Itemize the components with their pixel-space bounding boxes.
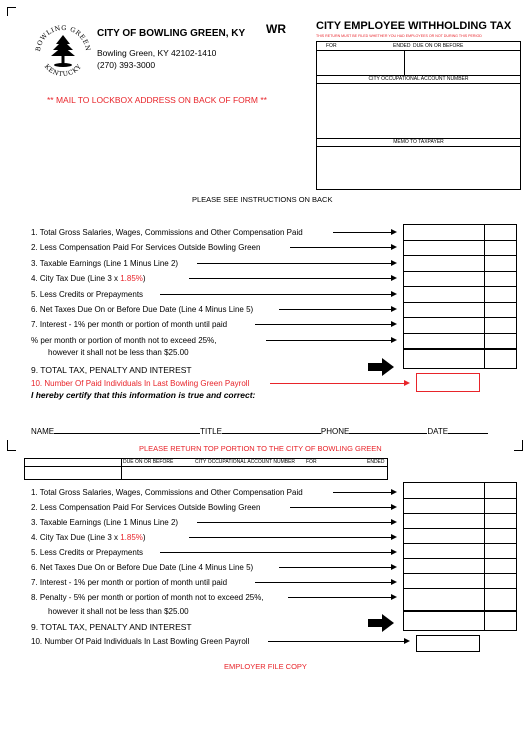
arrow-line-1 bbox=[333, 232, 395, 233]
copy-arrow-line-7 bbox=[255, 582, 395, 583]
for-label: FOR bbox=[326, 43, 337, 49]
line-4-label: 4. City Tax Due (Line 3 x 1.85%) bbox=[31, 274, 146, 283]
copy-arrow-line-8 bbox=[288, 597, 395, 598]
arrow-line-7 bbox=[255, 324, 395, 325]
arrow-line-2 bbox=[290, 247, 395, 248]
arrow-line-6 bbox=[279, 309, 395, 310]
return-top-portion-note: PLEASE RETURN TOP PORTION TO THE CITY OF BOWLING GREEN bbox=[139, 444, 382, 453]
instructions-note: PLEASE SEE INSTRUCTIONS ON BACK bbox=[192, 195, 333, 204]
copy-line-4-label: 4. City Tax Due (Line 3 x 1.85%) bbox=[31, 533, 146, 542]
copy-arrow-line-10 bbox=[268, 641, 408, 642]
copy-line-10-label: 10. Number Of Paid Individuals In Last Bowling Green Payroll bbox=[31, 637, 250, 646]
copy-tax-rate: 1.85% bbox=[120, 533, 143, 542]
arrow-line-3 bbox=[197, 263, 395, 264]
city-address: Bowling Green, KY 42102-1410 bbox=[97, 48, 217, 58]
line-6-label: 6. Net Taxes Due On or Before Due Date (Line 4 Minus Line 5) bbox=[31, 305, 254, 314]
arrow-line-5 bbox=[160, 294, 395, 295]
copy-line-7-label: 7. Interest - 1% per month or portion of month until paid bbox=[31, 578, 228, 587]
arrow-line-10 bbox=[270, 383, 408, 384]
copy-line-8-label: 8. Penalty - 5% per month or portion of month not to exceed 25%, bbox=[31, 593, 264, 602]
copy-arrow-line-4 bbox=[189, 537, 395, 538]
copy-arrow-line-3 bbox=[197, 522, 395, 523]
date-label: DATE bbox=[427, 427, 449, 436]
memo-label: MEMO TO TAXPAYER bbox=[317, 138, 520, 147]
line-8-label: % per month or portion of month not to exceed 25%, bbox=[31, 336, 217, 345]
period-info-table bbox=[316, 41, 521, 190]
copy-arrow-line-5 bbox=[160, 552, 395, 553]
due-label: DUE ON OR BEFORE bbox=[413, 43, 464, 49]
copy-line-2-label: 2. Less Compensation Paid For Services Outside Bowling Green bbox=[31, 503, 261, 512]
certification-statement: I hereby certify that this information is true and correct: bbox=[31, 390, 256, 400]
bottom-account-label: CITY OCCUPATIONAL ACCOUNT NUMBER bbox=[195, 459, 296, 465]
memo-field[interactable] bbox=[317, 147, 520, 189]
date-field[interactable] bbox=[448, 425, 488, 434]
line-1-label: 1. Total Gross Salaries, Wages, Commissions and Other Compensation Paid bbox=[31, 228, 303, 237]
ended-label: ENDED bbox=[393, 43, 411, 49]
amount-grid-top bbox=[403, 224, 517, 369]
copy-arrow-line-6 bbox=[279, 567, 395, 568]
employer-file-copy-label: EMPLOYER FILE COPY bbox=[224, 662, 307, 671]
title-label: TITLE bbox=[200, 427, 222, 436]
copy-arrow-line-2 bbox=[290, 507, 395, 508]
phone-field[interactable] bbox=[349, 425, 427, 434]
city-phone: (270) 393-3000 bbox=[97, 60, 156, 70]
line-10-label: 10. Number Of Paid Individuals In Last Bowling Green Payroll bbox=[31, 379, 250, 388]
name-field[interactable] bbox=[54, 425, 200, 434]
svg-text:BOWLING GREEN: BOWLING GREEN bbox=[33, 23, 93, 52]
line-5-label: 5. Less Credits or Prepayments bbox=[31, 290, 144, 299]
line-3-label: 3. Taxable Earnings (Line 1 Minus Line 2) bbox=[31, 259, 179, 268]
city-name: CITY OF BOWLING GREEN, KY bbox=[97, 28, 246, 39]
for-field[interactable] bbox=[317, 50, 405, 75]
copy-line-3-label: 3. Taxable Earnings (Line 1 Minus Line 2) bbox=[31, 518, 179, 527]
bottom-for-label: FOR bbox=[306, 459, 317, 465]
arrow-line-4 bbox=[189, 278, 395, 279]
name-label: NAME bbox=[31, 427, 55, 436]
amount-grid-bottom bbox=[403, 482, 517, 631]
phone-label: PHONE bbox=[320, 427, 350, 436]
form-title: CITY EMPLOYEE WITHHOLDING TAX bbox=[316, 20, 512, 32]
account-number-label: CITY OCCUPATIONAL ACCOUNT NUMBER bbox=[317, 75, 520, 84]
title-field[interactable] bbox=[222, 425, 321, 434]
line-9-label: 9. TOTAL TAX, PENALTY AND INTEREST bbox=[31, 365, 192, 375]
employer-copy-period-table bbox=[24, 458, 388, 480]
city-seal-logo bbox=[32, 22, 94, 84]
copy-line-9-label: 9. TOTAL TAX, PENALTY AND INTEREST bbox=[31, 622, 192, 632]
copy-total-arrow-icon bbox=[368, 614, 394, 632]
svg-text:KENTUCKY: KENTUCKY bbox=[42, 62, 84, 79]
employee-count-field[interactable] bbox=[416, 373, 480, 392]
line-7-label: 7. Interest - 1% per month or portion of month until paid bbox=[31, 320, 228, 329]
copy-arrow-line-1 bbox=[333, 492, 395, 493]
signature-line bbox=[31, 425, 488, 436]
bottom-ended-label: ENDED bbox=[367, 459, 385, 465]
copy-line-8-continuation: however it shall not be less than $25.00 bbox=[48, 607, 189, 616]
crop-mark-top-left bbox=[7, 7, 16, 16]
cut-mark-left bbox=[7, 440, 16, 451]
copy-line-1-label: 1. Total Gross Salaries, Wages, Commissions and Other Compensation Paid bbox=[31, 488, 303, 497]
form-subtitle: THIS RETURN MUST BE FILED WHETHER YOU HAD EMPLOYEES OR NOT DURING THIS PERIOD bbox=[316, 34, 482, 38]
copy-employee-count-field[interactable] bbox=[416, 635, 480, 652]
bottom-due-label: DUE ON OR BEFORE bbox=[123, 459, 174, 465]
copy-line-6-label: 6. Net Taxes Due On or Before Due Date (Line 4 Minus Line 5) bbox=[31, 563, 254, 572]
form-code: WR bbox=[266, 22, 286, 36]
line-2-label: 2. Less Compensation Paid For Services Outside Bowling Green bbox=[31, 243, 261, 252]
arrow-line-8 bbox=[266, 340, 395, 341]
cut-mark-right bbox=[514, 440, 523, 451]
total-arrow-icon bbox=[368, 358, 394, 376]
mail-lockbox-note: ** MAIL TO LOCKBOX ADDRESS ON BACK OF FORM ** bbox=[47, 95, 267, 105]
due-date-field[interactable] bbox=[405, 50, 520, 75]
account-number-field[interactable] bbox=[317, 84, 520, 138]
copy-line-5-label: 5. Less Credits or Prepayments bbox=[31, 548, 144, 557]
line-8-continuation: however it shall not be less than $25.00 bbox=[48, 348, 189, 357]
tax-rate: 1.85% bbox=[120, 274, 143, 283]
